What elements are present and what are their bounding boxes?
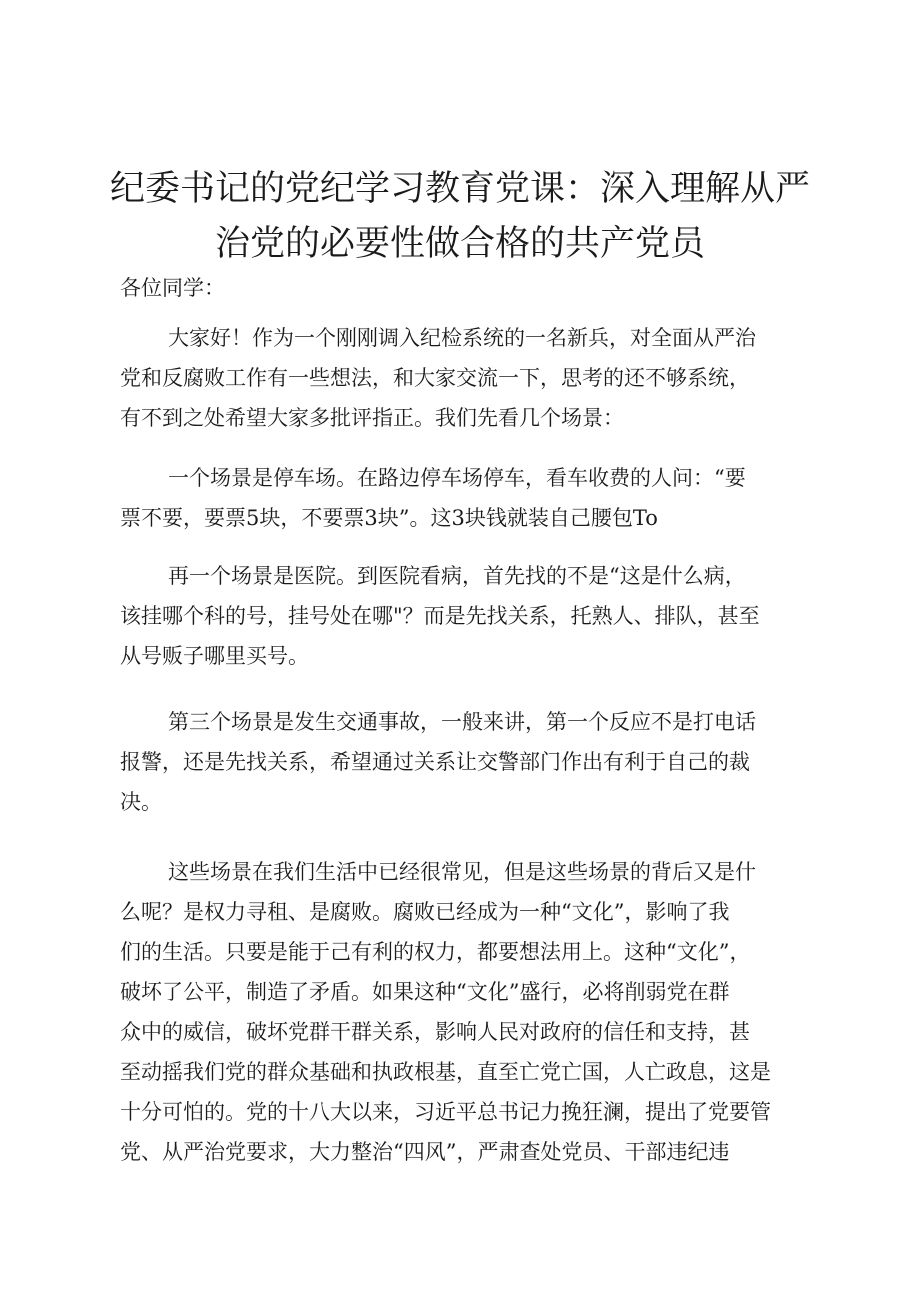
- salutation: 各位同学：: [120, 276, 225, 300]
- paragraph-line: 这些场景在我们生活中已经很常见，但是这些场景的背后又是什: [168, 860, 756, 884]
- paragraph-greeting: [120, 318, 810, 438]
- paragraph-line: 至动摇我们党的群众基础和执政根基，直至亡党亡国，人亡政息，这是: [120, 1060, 771, 1084]
- paragraph-line: 决。: [120, 790, 162, 814]
- paragraph-traffic-scene: [120, 702, 810, 822]
- paragraph-line: 有不到之处希望大家多批评指正。我们先看几个场景：: [120, 406, 624, 430]
- paragraph-line: 党、从严治党要求，大力整治“四风”，严肃查处党员、干部违纪违: [120, 1140, 730, 1164]
- paragraph-line: 第三个场景是发生交通事故，一般来讲，第一个反应不是打电话: [168, 710, 756, 734]
- paragraph-line: 报警，还是先找关系，希望通过关系让交警部门作出有利于自己的裁: [120, 750, 750, 774]
- paragraph-hospital-scene: [120, 556, 810, 676]
- title-line-1: 纪委书记的党纪学习教育党课：深入理解从严: [109, 169, 810, 209]
- paragraph-line: 们的生活。只要是能于己有利的权力，都要想法用上。这种“文化”，: [120, 940, 751, 964]
- paragraph-line: 该挂哪个科的号，挂号处在哪"？而是先找关系，托熟人、排队，甚至: [120, 604, 760, 628]
- paragraph-line: 破坏了公平，制造了矛盾。如果这种“文化”盛行，必将削弱党在群: [120, 980, 730, 1004]
- paragraph-line: 十分可怕的。党的十八大以来，习近平总书记力挽狂澜，提出了党要管: [120, 1100, 771, 1124]
- document-title: [100, 162, 820, 272]
- paragraph-line: 票不要，要票5块，不要票3块”。这3块钱就装自己腰包To: [120, 506, 658, 530]
- paragraph-line: 党和反腐败工作有一些想法，和大家交流一下，思考的还不够系统，: [120, 366, 750, 390]
- paragraph-line: 从号贩子哪里买号。: [120, 644, 309, 668]
- document-body: [120, 268, 810, 1172]
- title-line-2: 治党的必要性做合格的共产党员: [214, 224, 705, 264]
- paragraph-analysis: [120, 852, 810, 1172]
- paragraph-line: 众中的威信，破坏党群干群关系，影响人民对政府的信任和支持，甚: [120, 1020, 750, 1044]
- paragraph-line: 一个场景是停车场。在路边停车场停车，看车收费的人问：“要: [168, 466, 746, 490]
- paragraph-line: 大家好！作为一个刚刚调入纪检系统的一名新兵，对全面从严治: [168, 326, 756, 350]
- paragraph-line: 再一个场景是医院。到医院看病，首先找的不是“这是什么病，: [168, 564, 746, 588]
- paragraph-line: 么呢？是权力寻租、是腐败。腐败已经成为一种“文化”，影响了我: [120, 900, 730, 924]
- paragraph-parking-scene: [120, 458, 810, 538]
